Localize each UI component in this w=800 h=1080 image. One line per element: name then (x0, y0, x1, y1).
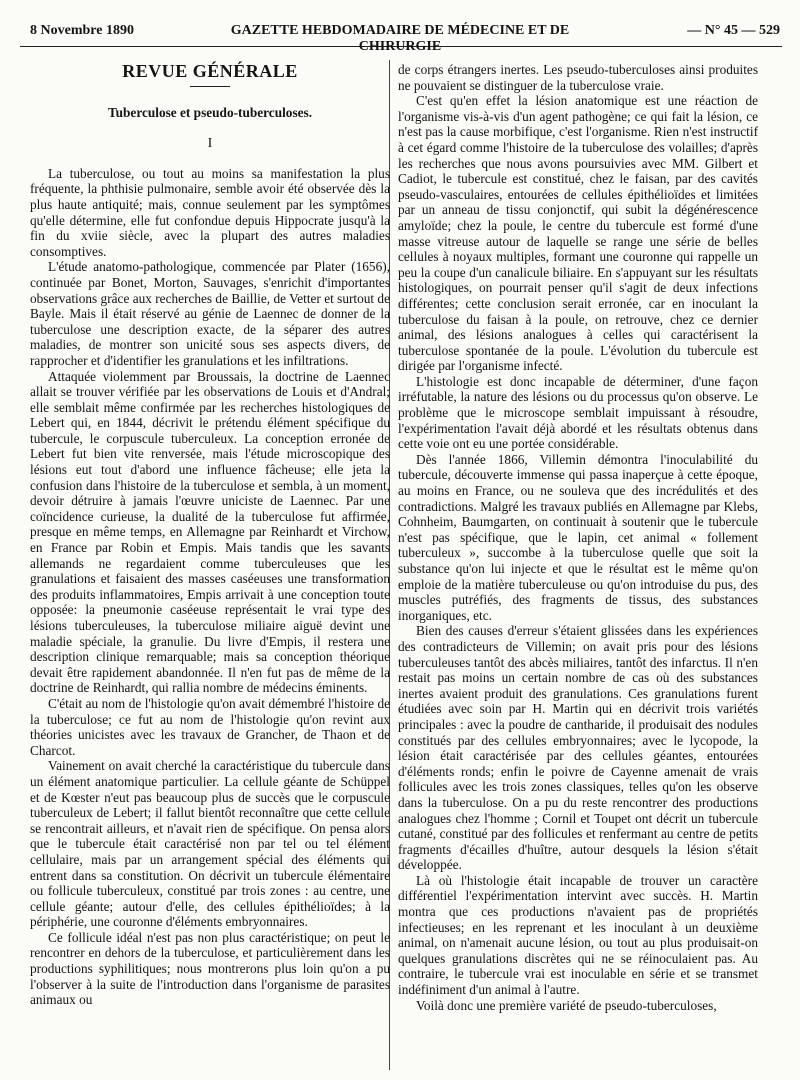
left-column (30, 62, 390, 1008)
paragraph: Voilà donc une première variété de pseudo-tuberculoses, (416, 997, 717, 1013)
title-rule (190, 86, 230, 87)
paragraph: Bien des causes d'erreur s'étaient glissées dans les expériences des contradicteurs de Villemin; on avait pris pour des lésions tuberculeuses tantôt des abcès miliaires, tantôt des infarctus. Il n'en restait pas moins un certain nombre de cas où des substances inertes avaient produit des granulations. Ces granulations furent étudiées avec soin par H. Martin qui en décrivit trois variétés principales : avec la poudre de cantharide, il produisait des nodules constitués par des cellules embryonnaires; avec le lycopode, la lésion était caractérisée par des cellules géantes, entourées d'éléments ronds; enfin le poivre de Cayenne amenait de vrais follicules avec les trois zones classiques, telles qu'on les observe dans la tuberculose. On a pu du reste rencontrer des productions analogues chez l'homme ; Cornil et Toupet ont décrit un tubercule cutané, constitué par des follicules et renfermant au centre de petits fragments d'écailles d'huître, autour desquels la lésion s'était développée. (398, 623, 758, 873)
paragraph: Là où l'histologie était incapable de trouver un caractère différentiel l'expérimentation intervint avec succès. H. Martin montra que ces productions n'avaient pas de propriétés infectieuses; en les reprenant et les inoculant à un deuxième animal, on n'amenait aucune lésion, ou tout au plus produisait-on quelques granulations discrètes qui ne se réinoculaient pas. Au contraire, le tubercule vrai est inoculable en série et se transmet indéfiniment d'un animal à l'autre. (398, 872, 758, 998)
page-number: — N° 45 — 529 (687, 23, 780, 38)
paragraph: C'est qu'en effet la lésion anatomique est une réaction de l'organisme vis-à-vis d'un agent pathogène; ce qui fait la lésion, ce n'est pas la cause morbifique, c'est l'organisme. Rien n'est instructif à cet égard comme l'histoire de la tuberculose des volailles; d'après les recherches que nous avons poursuivies avec MM. Gilbert et Cadiot, le tubercule est constitué, chez le faisan, par des cavités pseudo-vasculaires, entourées de cellules épithélioïdes et limitées par un anneau de tissu conjonctif, qui subit la dégénérescence amyloïde; chez la poule, le centre du tubercule est formé d'une masse vitreuse autour de laquelle se range une série de belles cellules à noyaux multiples, formant une couronne qui rappelle un peu la coupe d'un canalicule biliaire. En s'appuyant sur les résultats histologiques, on pourrait penser qu'il s'agit de deux infections différentes; cette conclusion serait erronée, car en inoculant la tuberculose du faisan à la poule, on retrouve, chez ce dernier animal, des lésions analogues à celles qui caractérisent la tuberculose spontanée de la poule. L'évolution du tubercule est dirigée par l'organisme infecté. (398, 93, 758, 374)
article-title: Tuberculose et pseudo-tuberculoses. (107, 104, 313, 120)
paragraph: C'était au nom de l'histologie qu'on avait démembré l'histoire de la tuberculose; ce fut au nom de l'histologie qu'on revint aux théories unicistes avec les travaux de Grancher, de Thaon et de Charcot. (30, 695, 390, 758)
paragraph: Attaquée violemment par Broussais, la doctrine de Laennec allait se trouver vérifiée par les observations de Louis et d'Andral; elle semblait même confirmée par les recherches histologiques de Lebert qui, en 1844, décrivit le prétendu élément spécifique du tubercule, le corpuscule tuberculeux. La conception erronée de Lebert fut bien vite renversée, mais l'étude microscopique des lésions eut tout d'abord une influence fâcheuse; elle jeta la confusion dans l'histoire de la tuberculose et sembla, à un moment, devoir détruire à jamais l'œuvre uniciste de Laennec. Par une coïncidence curieuse, la dualité de la tuberculose fut affirmée, presque en même temps, en Allemagne par Reinhardt et Virchow, en France par Robin et Empis. Mais tandis que les savants allemands ne regardaient comme tuberculeuses que les granulations et faisaient des masses caséeuses une transformation des produits inflammatoires, Empis arrivait à une conception toute opposée: la pneumonie caséeuse représentait le vrai type des lésions tuberculeuses, la tuberculose miliaire aiguë devint une maladie spéciale, la granulie. Du livre d'Empis, il restera une description clinique remarquable; mais sa conception théorique devait être rapidement abandonnée. Il n'en fut pas de même de la doctrine de Reinhardt, qui rallia nombre de médecins éminents. (30, 368, 390, 696)
part-number: I (207, 136, 213, 152)
paragraph-continuation: de corps étrangers inertes. Les pseudo-tuberculoses ainsi produites ne pouvaient se distinguer de la tuberculose vraie. (398, 62, 758, 93)
page-header (20, 10, 782, 54)
paragraph: L'étude anatomo-pathologique, commencée par Plater (1656), continuée par Bonet, Morton, Sauvages, s'enrichit d'importantes observations grâce aux recherches de Baillie, de Vetter et surtout de Bayle. Mais il était réservé au génie de Laennec de donner de la tuberculose une description exacte, de la séparer des autres maladies, de montrer son unicité sous ses aspects divers, de rapprocher et d'identifier les granulations et les infiltrations. (30, 259, 390, 368)
paragraph: L'histologie est donc incapable de déterminer, d'une façon irréfutable, la nature des lésions ou du processus qu'on observe. Le problème que le microscope semblait impuissant à résoudre, l'expérimentation l'avait déjà abordé et les résultats obtenus dans cette voie ont eu une portée considérable. (398, 373, 758, 452)
right-column (398, 62, 758, 1013)
paragraph: Ce follicule idéal n'est pas non plus caractéristique; on peut le rencontrer en dehors de la tuberculose, et particulièrement dans les productions syphilitiques; nous montrerons plus loin qu'on a pu l'observer à la suite de l'introduction dans l'organisme de parasites animaux ou (30, 929, 390, 1008)
section-title: REVUE GÉNÉRALE (122, 61, 298, 81)
paragraph: Dès l'année 1866, Villemin démontra l'inoculabilité du tubercule, découverte immense qui passa inaperçue à cette époque, au moins en France, ou ne souleva que des incrédulités et des contradictions. Malgré les travaux publiés en Allemagne par Klebs, Cohnheim, Baumgarten, on continuait à soutenir que le tubercule n'est pas spécifique, que le lapin, cet animal « follement tuberculeux », succombe à la tuberculose quelle que soit la substance qu'on lui injecte et que le résultat est le même qu'on emploie de la matière tuberculeuse ou qu'on introduise du pus, des muscles putréfiés, des fragments de tissus, des substances inorganiques, etc. (398, 451, 758, 623)
issue-date: 8 Novembre 1890 (30, 23, 134, 38)
paragraph: Vainement on avait cherché la caractéristique du tubercule dans un élément anatomique particulier. La cellule géante de Schüppel et de Kœster n'eut pas beaucoup plus de succès que le corpuscule tuberculeux de Lebert; il fallut bientôt reconnaître que cette cellule se rencontrait ailleurs, et n'avait rien de spécifique. On pensa alors que le tubercule était caractérisé non par tel ou tel élément cellulaire, mais par un arrangement spécial des éléments qui entrent dans sa constitution. On décrivit un tubercule élémentaire ou follicule tuberculeux, constitué par trois zones : au centre, une cellule géante; autour d'elle, des cellules épithélioïdes; à la périphérie, une couronne d'éléments embryonnaires. (30, 758, 390, 930)
paragraph: La tuberculose, ou tout au moins sa manifestation la plus fréquente, la phthisie pulmonaire, semble avoir été observée dès la plus haute antiquité; mais, connue seulement par les symptômes qu'elle détermine, elle fut confondue depuis Hippocrate jusqu'à la fin du xviie siècle, avec la plupart des autres maladies consomptives. (30, 165, 390, 259)
journal-title: GAZETTE HEBDOMADAIRE DE MÉDECINE ET DE CHIRURGIE (230, 23, 570, 54)
